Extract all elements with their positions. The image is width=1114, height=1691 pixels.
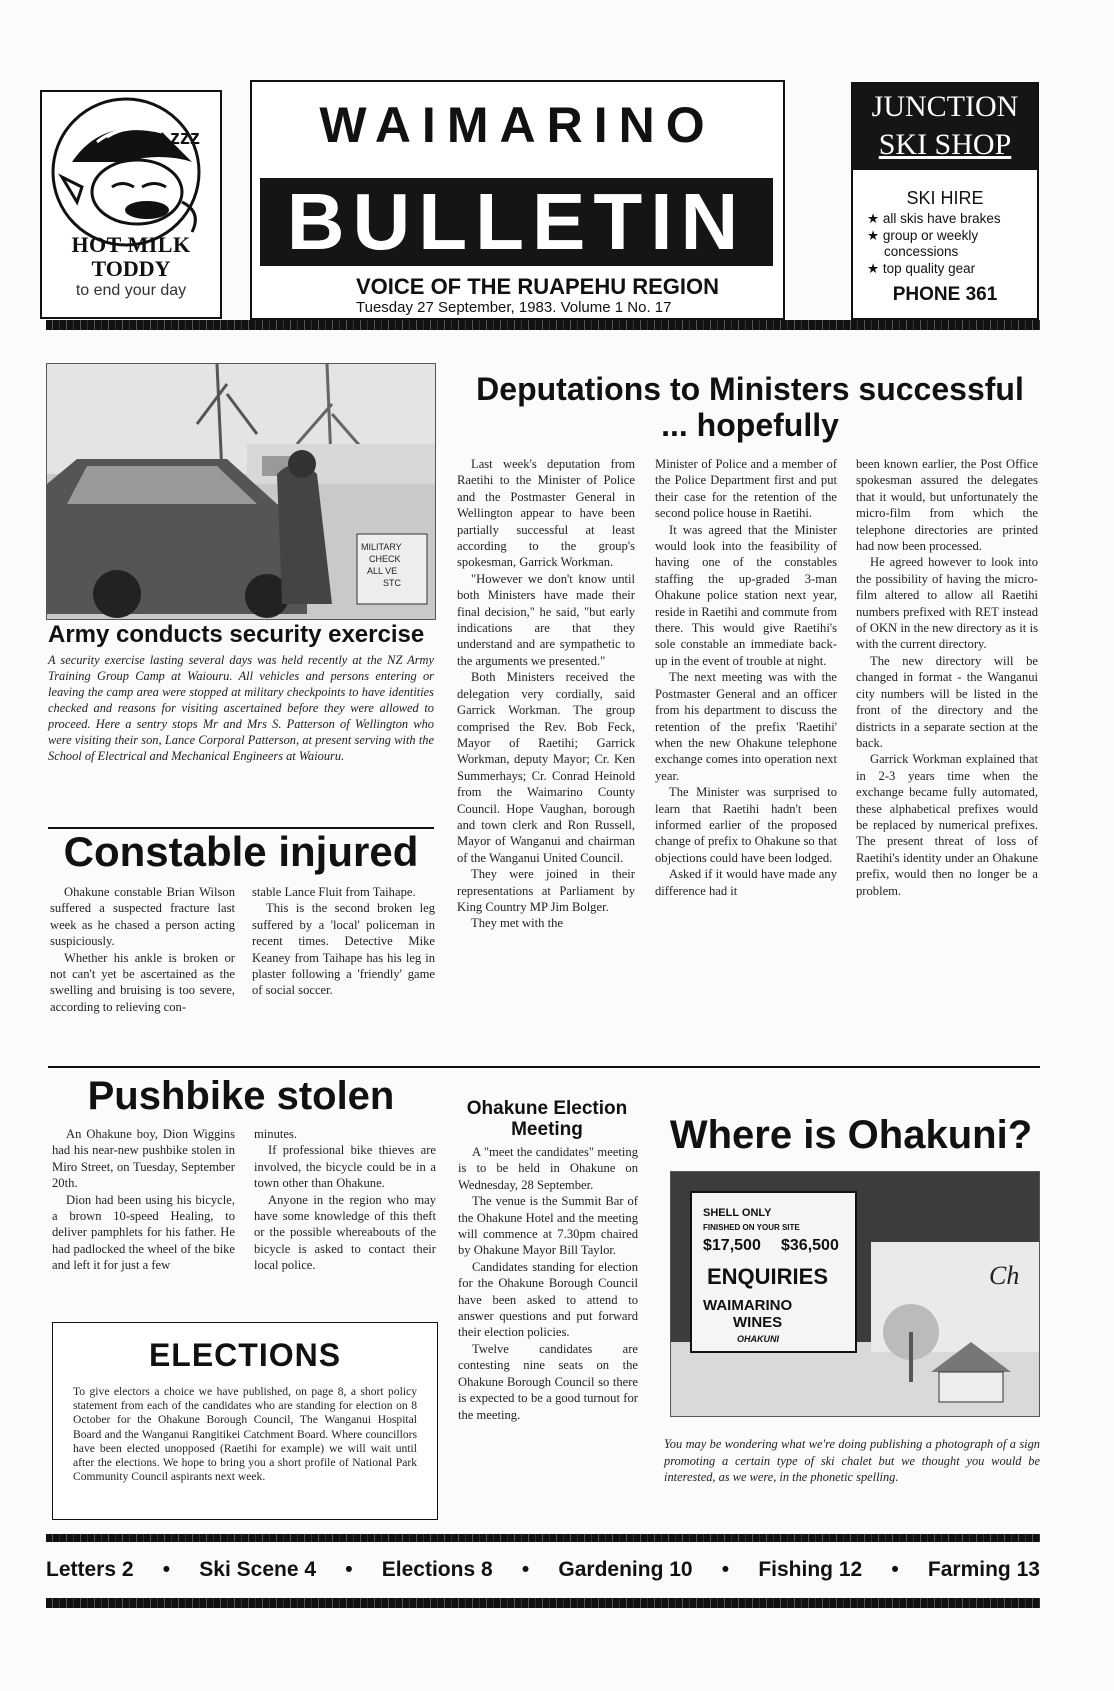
paragraph: Both Ministers received the delegation very cordially, said Garrick Workman. The group comprised the Rev. Bob Feck, Mayor of Raetihi; Garrick Workman, deputy Mayor; Cr. Ken Summerhays; Cr. Conrad Heinold from the Waimarino County Council. Hope Vaughan, borough and town clerk and Ron Russell, Mayor of Wanganui and chairman of the Wanganui United Council. [457, 670, 635, 865]
paragraph: Minister of Police and a member of the Police Department first and put their case for the retention of the second police house in Raetihi. [655, 457, 837, 521]
ski-hire-item: ★ all skis have brakes [867, 211, 1001, 226]
paragraph: Asked if it would have made any difference had it [655, 867, 837, 898]
footer-index [46, 1552, 1040, 1588]
ski-shop-line1: JUNCTION [871, 90, 1019, 123]
footer-link-fishing[interactable]: Fishing 12 [758, 1558, 863, 1581]
bullet: • [345, 1558, 353, 1581]
paragraph: Anyone in the region who may have some knowledge of this theft or the possible whereabouts of the bicycle is asked to contact their local police. [254, 1192, 436, 1273]
sign-text-4: STC [383, 578, 401, 588]
army-caption: A security exercise lasting several days was held recently at the NZ Army Training Group Camp at Waiouru. All vehicles and persons entering or leaving the camp area were stopped at military checkpoints to have identities checked and reasons for visiting ascertained before they were allowed to proceed. Here a sentry stops Mr and Mrs S. Patterson of Wellington who were visiting their son, Lance Corporal Patterson, at present serving with the School of Electrical and Mechanical Engineers at Waiouru. [48, 653, 434, 763]
constable-headline: Constable injured [63, 828, 419, 875]
paragraph: Candidates standing for election for the Ohakune Borough Council have been asked to attend to answer questions and put forward their election policies. [458, 1259, 638, 1340]
paragraph: They met with the [471, 916, 563, 931]
masthead-rule [46, 320, 1040, 330]
elections-box [52, 1322, 438, 1520]
pushbike-col1 [52, 1126, 235, 1274]
pushbike-headline: Pushbike stolen [87, 1074, 395, 1118]
paragraph: This is the second broken leg suffered by a 'local' policeman in recent times. Detective Mike Keaney from Taihape has his leg in plaster following a 'friendly' game of social soccer. [252, 901, 435, 998]
deputations-col2 [655, 456, 837, 899]
meeting-body [458, 1144, 638, 1423]
ohakuni-caption: You may be wondering what we're doing publishing a photograph of a sign promoting a certain type of ski chalet but we thought you would be interested, as we were, in the phonetic spelling. [664, 1437, 1040, 1485]
deputations-headline-line1: Deputations to Ministers successful [476, 371, 1024, 407]
paragraph: The new directory will be changed in format - the Wanganui city numbers will be listed in the front of the directory and the districts in a separate section at the back. [856, 653, 1038, 750]
ohakuni-sign-photo [670, 1171, 1040, 1417]
deputations-headline-line2: ... hopefully [661, 407, 839, 443]
paragraph: Whether his ankle is broken or not can't yet be ascertained as the swelling and bruising is too severe, according to relieving con- [50, 950, 235, 1014]
paragraph: An Ohakune boy, Dion Wiggins had his near-new pushbike stolen in Miro Street, on Tuesday, September 20th. [52, 1127, 235, 1191]
footer-link-letters[interactable]: Letters 2 [46, 1558, 134, 1581]
ski-shop-phone: PHONE 361 [892, 284, 998, 305]
deputations-col3 [856, 456, 1038, 899]
footer-link-farming[interactable]: Farming 13 [927, 1558, 1040, 1581]
sign-text-1: MILITARY [361, 542, 402, 552]
pushbike-col2 [254, 1126, 436, 1274]
ski-hire-list [867, 211, 1033, 277]
army-checkpoint-photo [46, 363, 436, 620]
footer-link-ski-scene[interactable]: Ski Scene 4 [199, 1558, 317, 1581]
army-headline: Army conducts security exercise [48, 621, 425, 648]
junction-ski-shop-ad [851, 82, 1039, 320]
sign-script: Ch [989, 1261, 1020, 1290]
paragraph: It was agreed that the Minister would look into the feasibility of having one of the constables staffing the up-graded 3-man Ohakune police station next year, reside in Raetihi and commute from there. This would give Raetihi's sole constable an immediate back-up in the event of trouble at night. [655, 522, 837, 668]
paragraph: Ohakune constable Brian Wilson suffered a suspected fracture last week as he chased a person acting suspiciously. [50, 885, 235, 949]
ad-hot-milk-tagline: to end your day [75, 282, 187, 299]
ski-hire-heading: SKI HIRE [906, 188, 984, 208]
star-icon: ★ [867, 260, 883, 276]
deputations-col1 [457, 456, 635, 932]
elections-headline: ELECTIONS [148, 1337, 342, 1373]
sign-waimarino: WAIMARINO [703, 1297, 793, 1314]
sign-enquiries: ENQUIRIES [707, 1264, 829, 1289]
masthead-bulletin: BULLETIN [286, 177, 747, 266]
sign-finished: FINISHED ON YOUR SITE [703, 1223, 800, 1232]
masthead-dateline: Tuesday 27 September, 1983. Volume 1 No. 17 [356, 299, 672, 316]
ad-hot-milk-line1: HOT MILK [71, 232, 191, 257]
bullet: • [162, 1558, 171, 1581]
sign-text-2: CHECK [369, 554, 401, 564]
paragraph: The venue is the Summit Bar of the Ohakune Hotel and the meeting will commence at 7.30pm chaired by Ohakune Mayor Bill Taylor. [458, 1194, 638, 1258]
paragraph: Garrick Workman explained that in 2-3 years time when the exchange became fully automated, these alphabetical prefixes would be replaced by numerical prefixes. The present threat of loss of Raetihi's identity under an Ohakune prefix, would then no longer be a problem. [856, 752, 1038, 898]
paragraph: "However we don't know until both Ministers have made their final decision," he said, "but early indications are that they understand and are sympathetic to the arguments we presented." [457, 571, 635, 668]
star-icon: ★ [867, 211, 883, 226]
footer-rule-bottom [46, 1598, 1040, 1608]
constable-col1 [50, 884, 235, 1015]
masthead-waimarino: WAIMARINO [319, 97, 716, 153]
bullet: • [721, 1558, 730, 1581]
paragraph: The next meeting was with the Postmaster General and an officer from his department to discuss the retention of the prefix 'Raetihi' when the new Ohakune telephone exchange comes into operation next year. [655, 670, 837, 783]
ad-hot-milk-line2: TODDY [91, 256, 171, 281]
paragraph: He agreed however to look into the possibility of having the micro-film altered to allow all Raetihi numbers prefixed with RET instead of OKN in the new directory as it is with the current directory. [856, 555, 1038, 652]
masthead-bulletin-panel [260, 178, 773, 266]
sign-wines: WINES [733, 1314, 783, 1331]
footer-rule-top [46, 1534, 1040, 1542]
paragraph: Last week's deputation from Raetihi to the Minister of Police and the Postmaster General in Wellington appear to have been partially successful at least according to the group's spokesman, Garrick Workman. [457, 457, 635, 570]
cow-cartoon-icon [42, 92, 220, 252]
ski-hire-item: concessions [884, 244, 959, 259]
paragraph: The Minister was surprised to learn that Raetihi hadn't been informed earlier of the proposed change of prefix to Ohakune so that objections could have been lodged. [655, 785, 837, 865]
paragraph: A "meet the candidates" meeting is to be held in Ohakune on Wednesday, 28 September. [458, 1145, 638, 1192]
bullet: • [521, 1558, 530, 1581]
ski-shop-line2: SKI SHOP [878, 128, 1012, 161]
sign-shell-only: SHELL ONLY [703, 1207, 772, 1219]
meeting-headline-line2: Meeting [511, 1119, 583, 1140]
bullet: • [891, 1558, 899, 1581]
hot-milk-toddy-ad [40, 90, 222, 319]
footer-link-elections[interactable]: Elections 8 [381, 1558, 493, 1581]
paragraph: minutes. [254, 1127, 298, 1141]
paragraph: stable Lance Fluit from Taihape. [252, 885, 416, 899]
ski-shop-header [853, 84, 1037, 170]
ohakuni-headline: Where is Ohakuni? [669, 1113, 1033, 1157]
masthead-title-block [250, 80, 785, 320]
sign-text-3: ALL VE [367, 566, 398, 576]
paragraph: Twelve candidates are contesting nine seats on the Ohakune Borough Council so there is expected to be a good turnout for the meeting. [458, 1341, 638, 1422]
elections-text: To give electors a choice we have published, on page 8, a short policy statement from each of the candidates who are standing for election on 8 October for the Ohakune Borough Council, The Wanganui Hospital Board and the Wanganui Rangitikei Catchment Board. Where councillors have been elected unopposed (Raetihi for example) we will wait until after the elections. We hope to bring you a short profile of National Park Community Council aspirants next week. [73, 1385, 417, 1484]
paragraph: been known earlier, the Post Office spokesman assured the delegates that it would, but unfortunately the micro-film from which the telephone directories are printed had now been processed. [856, 457, 1038, 554]
sign-price1: $17,500 [703, 1237, 761, 1254]
footer-link-gardening[interactable]: Gardening 10 [558, 1558, 693, 1581]
star-icon: ★ [867, 227, 883, 243]
snore-text: zzz [170, 127, 200, 149]
paragraph: Dion had been using his bicycle, a brown 10-speed Healing, to deliver pamphlets for his father. He had padlocked the wheel of the bike and left it for just a few [52, 1192, 235, 1273]
ski-hire-item: ★ group or weekly [867, 227, 979, 243]
ski-hire-item: ★ top quality gear [867, 260, 976, 276]
paragraph: If professional bike thieves are involved, the bicycle could be in a town other than Ohakune. [254, 1143, 436, 1191]
meeting-headline-line1: Ohakune Election [466, 1098, 628, 1119]
sign-ohakuni: OHAKUNI [737, 1334, 779, 1344]
masthead-subtitle: VOICE OF THE RUAPEHU REGION [356, 274, 720, 299]
constable-col2 [252, 884, 435, 999]
paragraph: They were joined in their representations at Parliament by King Country MP Jim Bolger. [457, 867, 635, 914]
sign-price2: $36,500 [781, 1237, 839, 1254]
mid-divider [48, 1066, 1040, 1068]
